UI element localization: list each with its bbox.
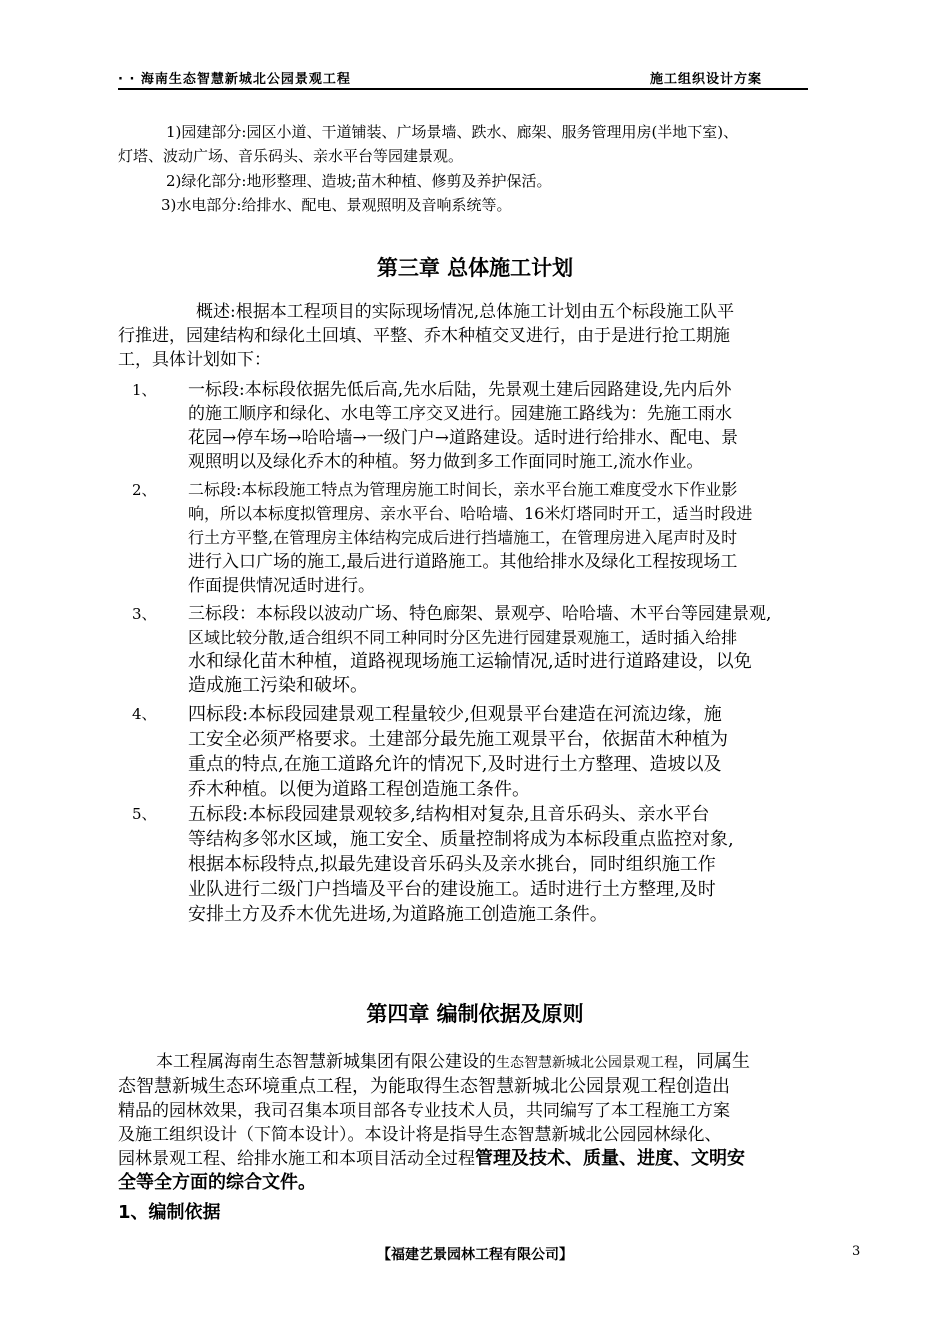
- header-project-title: · · 海南生态智慧新城北公园景观工程: [118, 72, 351, 87]
- plan-item-line: 行土方平整,在管理房主体结构完成后进行挡墙施工，在管理房进入尾声时及时: [188, 528, 738, 547]
- plan-item-line: 三标段：本标段以波动广场、特色廊架、景观亭、哈哈墙、木平台等园建景观,: [188, 604, 772, 624]
- plan-item-line: 响，所以本标度拟管理房、亲水平台、哈哈墙、16米灯塔同时开工，适当时段进: [188, 504, 753, 523]
- para-text-small: 生态智慧新城北公园景观工程: [496, 1055, 678, 1071]
- plan-item-line: 的施工顺序和绿化、水电等工序交叉进行。园建施工路线为：先施工雨水: [188, 404, 732, 424]
- chapter-4-paragraph: [118, 1050, 878, 1195]
- footer-company: 【福建艺景园林工程有限公司】: [377, 1247, 573, 1263]
- chapter-4-title: 第四章 编制依据及原则: [366, 1002, 584, 1026]
- plan-item-line: 重点的特点,在施工道路允许的情况下,及时进行土方整理、造坡以及: [188, 754, 722, 775]
- plan-item-line: 安排土方及乔木优先进场,为道路施工创造施工条件。: [188, 904, 608, 925]
- plan-item-number: 5、: [132, 805, 157, 823]
- plan-item-line: 业队进行二级门户挡墙及平台的建设施工。适时进行土方整理,及时: [188, 879, 716, 900]
- plan-item-number: 2、: [132, 481, 157, 499]
- para-text: 本工程属海南生态智慧新城集团有限公建设的: [156, 1052, 496, 1072]
- scope-line-2: 灯塔、波动广场、音乐码头、亲水平台等园建景观。: [118, 147, 464, 165]
- para-text: ，同属生: [678, 1051, 750, 1072]
- plan-item-line: 等结构多邻水区域，施工安全、质量控制将成为本标段重点监控对象,: [188, 829, 734, 850]
- plan-item-line: 根据本标段特点,拟最先建设音乐码头及亲水挑台，同时组织施工作: [188, 854, 716, 875]
- overview-line: 工，具体计划如下：: [118, 350, 271, 370]
- scope-line-1: 1)园建部分:园区小道、干道铺装、广场景墙、跌水、廊架、服务管理用房(半地下室)、: [166, 123, 739, 141]
- overview-line: 概述:根据本工程项目的实际现场情况,总体施工计划由五个标段施工队平: [196, 302, 735, 322]
- header-doc-type: 施工组织设计方案: [650, 72, 763, 87]
- overview-line: 行推进，园建结构和绿化土回填、平整、乔木种植交叉进行，由于是进行抢工期施: [118, 326, 730, 346]
- scope-line-3: 2)绿化部分:地形整理、造坡;苗木种植、修剪及养护保活。: [166, 172, 552, 190]
- plan-item-line: 进行入口广场的施工,最后进行道路施工。其他给排水及绿化工程按现场工: [188, 552, 738, 572]
- plan-item-number: 1、: [132, 381, 157, 399]
- plan-item-line: 乔木种植。以便为道路工程创造施工条件。: [188, 779, 530, 800]
- para-line: 及施工组织设计（下简本设计）。本设计将是指导生态智慧新城北公园园林绿化、: [118, 1125, 722, 1145]
- page-number: 3: [852, 1244, 861, 1259]
- plan-item-line: 一标段:本标段依据先低后高,先水后陆，先景观土建后园路建设,先内后外: [188, 380, 732, 400]
- plan-item-number: 3、: [132, 605, 157, 623]
- para-text-bold: 管理及技术、质量、进度、文明安: [475, 1148, 745, 1169]
- para-line: 态智慧新城生态环境重点工程，为能取得生态智慧新城北公园景观工程创造出: [118, 1076, 730, 1097]
- para-text: 园林景观工程、给排水施工和本项目活动全过程: [118, 1149, 475, 1169]
- plan-item-line: 作面提供情况适时进行。: [188, 576, 375, 596]
- plan-item-number: 4、: [132, 705, 157, 723]
- plan-item-line: 观照明以及绿化乔木的种植。努力做到多工作面同时施工,流水作业。: [188, 452, 704, 472]
- plan-item-line: 二标段:本标段施工特点为管理房施工时间长，亲水平台施工难度受水下作业影: [188, 480, 738, 499]
- para-line-bold: 全等全方面的综合文件。: [118, 1172, 316, 1193]
- section-subheading: 1、编制依据: [118, 1202, 221, 1223]
- plan-item-line: 工安全必须严格要求。土建部分最先施工观景平台，依据苗木种植为: [188, 729, 728, 750]
- plan-item-line: 水和绿化苗木种植，道路视现场施工运输情况,适时进行道路建设，以免: [188, 651, 752, 672]
- plan-item-line: 四标段:本标段园建景观工程量较少,但观景平台建造在河流边缘，施: [188, 704, 722, 725]
- plan-item-line: 五标段:本标段园建景观较多,结构相对复杂,且音乐码头、亲水平台: [188, 804, 710, 825]
- header-rule: [118, 88, 808, 90]
- scope-line-4: 3)水电部分:给排水、配电、景观照明及音响系统等。: [161, 196, 512, 214]
- chapter-3-title: 第三章 总体施工计划: [376, 256, 574, 280]
- chapter-3-overview: [118, 300, 862, 372]
- para-line: 精品的园林效果，我司召集本项目部各专业技术人员，共同编写了本工程施工方案: [118, 1101, 730, 1121]
- plan-item-line: 造成施工污染和破坏。: [188, 675, 368, 696]
- plan-item-line: 区域比较分散,适合组织不同工种同时分区先进行园建景观施工，适时插入给排: [188, 628, 738, 647]
- plan-item-line: 花园→停车场→哈哈墙→一级门户→道路建设。适时进行给排水、配电、景: [188, 428, 738, 448]
